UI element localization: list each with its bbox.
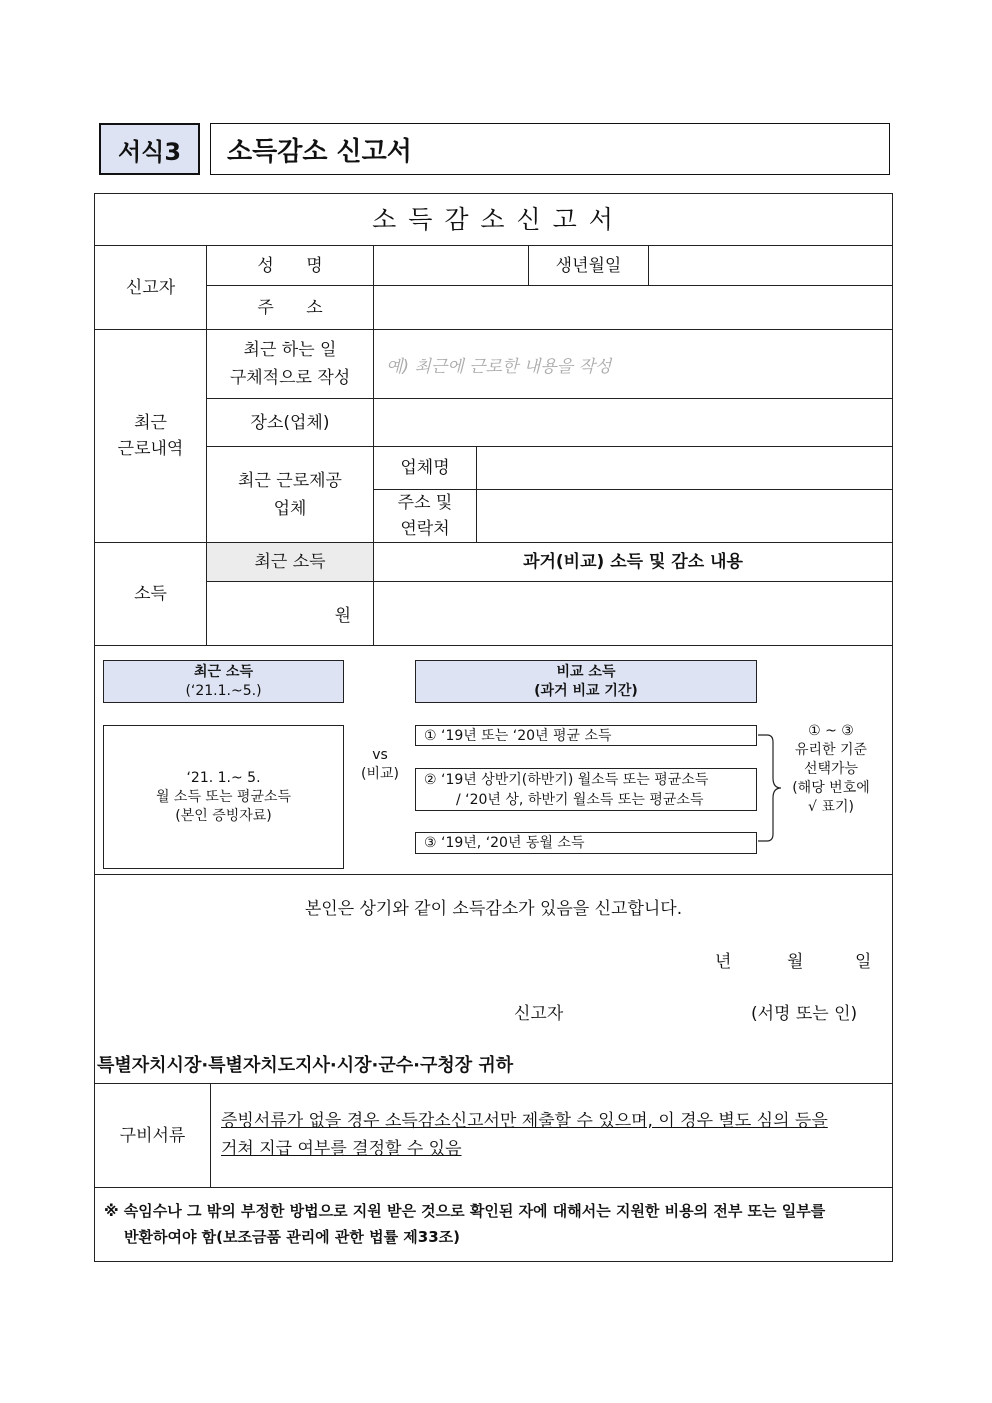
address-label: 주 소 [257,297,323,318]
recent-income-desc-box [103,725,344,869]
recent-job-label-line1: 최근 하는 일 [243,340,337,360]
recent-job-label-line2: 구체적으로 작성 [229,368,351,388]
option-note-line2: 유리한 기준 [794,742,868,758]
option-1-box[interactable] [415,725,757,746]
recent-income-desc-line1: ‘21. 1.~ 5. [186,769,261,786]
divider [95,645,892,646]
compare-income-title-line2: (과거 비교 기간) [534,682,638,699]
documents-label: 구비서류 [119,1125,186,1146]
contact-field[interactable] [477,490,892,542]
option-note [786,722,876,817]
vs-line2: (비교) [361,766,399,782]
option-note-line1: ① ~ ③ [808,723,854,739]
documents-text-line1: 증빙서류가 없을 경우 소득감소신고서만 제출할 수 있으며, 이 경우 별도 심의 등을 [221,1111,828,1131]
won-unit: 원 [334,606,351,626]
day-label: 일 [855,952,872,972]
divider [210,1083,211,1187]
divider [95,1187,892,1188]
date-line[interactable] [700,947,880,973]
vs-label [352,746,408,784]
workplace-label: 장소(업체) [250,412,330,433]
vs-line1: vs [372,747,388,763]
option-3-text: ③ ‘19년, ‘20년 동월 소득 [424,835,585,851]
contact-label-line2: 연락처 [400,519,450,539]
recent-income-header: 최근 소득 [207,543,373,581]
option-note-line5: √ 표기) [808,799,854,815]
recent-income-title-line1: 최근 소득 [194,663,253,680]
company-label-line2: 업체 [273,498,307,519]
birth-label: 생년월일 [555,255,622,276]
address-field[interactable] [374,286,892,329]
compare-income-field[interactable] [374,582,892,645]
form-title: 소 득 감 소 신 고 서 [372,204,615,234]
recent-income-title-box [103,660,344,703]
signature-label[interactable]: (서명 또는 인) [751,1004,858,1024]
contact-label-line1: 주소 및 [397,493,453,513]
compare-income-header: 과거(비교) 소득 및 감소 내용 [523,552,743,572]
recent-income-desc-line3: (본인 증빙자료) [175,807,272,824]
company-name-field[interactable] [477,447,892,489]
compare-income-title-line1: 비교 소득 [556,663,616,680]
divider [95,874,892,875]
option-2-box[interactable] [415,768,757,811]
company-label [207,447,373,542]
fraud-notice-line1: ※ 속임수나 그 밖의 부정한 방법으로 지원 받은 것으로 확인된 자에 대해서는 지원한 비용의 전부 또는 일부를 [104,1202,826,1220]
recent-job-field[interactable] [374,330,892,398]
contact-label [374,490,476,542]
declaration-statement: 본인은 상기와 같이 소득감소가 있음을 신고합니다. [304,899,683,919]
option-3-box[interactable] [415,832,757,854]
addressee: 특별자치시장·특별자치도지사·시장·군수·구청장 귀하 [97,1055,514,1076]
recent-job-label [207,330,373,398]
option-bracket [757,730,787,846]
year-label: 년 [715,952,732,972]
work-history-label-line2: 근로내역 [117,439,184,459]
company-label-line1: 최근 근로제공 [238,470,342,491]
option-note-line4: (해당 번호에 [792,780,870,796]
work-history-label-line1: 최근 [134,413,167,433]
recent-job-placeholder: 예) 최근에 근로한 내용을 작성 [386,356,612,377]
birth-field[interactable] [649,246,892,285]
recent-income-desc-line2: 월 소득 또는 평균소득 [155,788,292,805]
work-history-label [95,330,206,542]
documents-text-line2: 거쳐 지급 여부를 결정할 수 있음 [221,1139,462,1159]
reporter-label: 신고자 [125,277,176,298]
option-2-line2: / ‘20년 상, 하반기 월소득 또는 평균소득 [456,791,704,808]
name-label: 성 명 [257,255,323,276]
recent-income-field[interactable] [207,582,373,645]
option-1-text: ① ‘19년 또는 ‘20년 평균 소득 [424,727,612,744]
form-number-tag: 서식3 [99,123,200,175]
divider [95,1083,892,1084]
documents-text [221,1107,892,1163]
company-name-label: 업체명 [400,458,450,478]
signer-label: 신고자 [514,1004,564,1024]
option-2-line1: ② ‘19년 상반기(하반기) 월소득 또는 평균소득 [424,771,709,788]
fraud-notice [104,1198,892,1250]
workplace-field[interactable] [374,399,892,446]
compare-income-title-box [415,660,757,703]
form-header-title: 소득감소 신고서 [210,123,890,175]
option-note-line3: 선택가능 [803,761,859,777]
fraud-notice-line2: 반환하여야 함(보조금품 관리에 관한 법률 제33조) [124,1228,461,1246]
recent-income-title-line2: (‘21.1.~5.) [185,682,262,699]
month-label: 월 [787,952,804,972]
income-label: 소득 [134,584,167,604]
name-field[interactable] [374,246,528,285]
